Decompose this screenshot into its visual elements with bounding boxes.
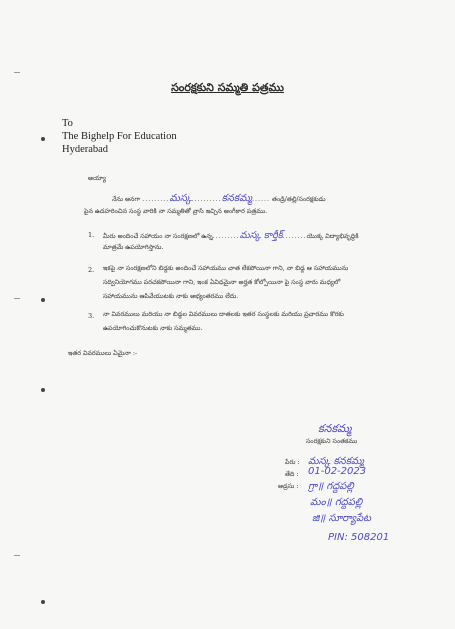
item-1-line-2: మాత్రమే ఉపయోగిస్తాను. (103, 244, 164, 251)
punch-hole (41, 600, 45, 604)
item-3-line-1: నా వివరములు మరియు నా బిడ్డల వివరములు దాతలకు ఇతర సంస్థలకు మరియు ప్రచారము కొరకు (103, 311, 344, 318)
address-line-2: మం॥ గద్దపల్లి (310, 497, 363, 508)
item-2-line-2: సద్వినియోగము పరచకపోయినా గాని, ఇంక ఏవిధమైనా అర్హత కోల్పోయినా పై సంస్థ వారు మధ్యలో (103, 279, 341, 286)
recipient-city: Hyderabad (62, 144, 109, 155)
salutation: అయ్యా (88, 175, 107, 182)
intro-suffix: తండ్రి/తల్లి/సంరక్షకుడు (272, 196, 326, 203)
other-details-label: ఇతర వివరములు ఏమైనా :- (68, 350, 138, 357)
recipient-org: The Bighelp For Education (62, 131, 177, 142)
intro-line-2: పైన ఉదహరించిన సంస్థ వారికి నా సమ్మతితో వ్రాసి ఇచ్చిన అంగీకార పత్రము. (84, 208, 268, 215)
signature-label: సంరక్షకుని సంతకము (306, 438, 358, 445)
item-2-line-3: సహాయమును ఆపివేయుటకు నాకు అభ్యంతరము లేదు. (103, 293, 239, 300)
margin-mark (14, 555, 20, 556)
address-line-1: గ్రా॥ గద్దపల్లి (308, 481, 354, 492)
margin-mark (14, 72, 20, 73)
item-number: 3. (88, 312, 95, 320)
punch-hole (41, 137, 45, 141)
name-value: మస్క కనకమ్మ (308, 456, 364, 467)
item-2-line-1: ఇకపై నా సంరక్షణలోని బిడ్డకు అందించే సహాయము చాత లేకపోయినా గాని, నా బిడ్డ ఆ సహాయమును (103, 265, 349, 272)
date-value: 01-02-2023 (308, 466, 367, 477)
address-line-3: జి॥ సూర్యాపేట (312, 513, 371, 524)
date-label: తేది : (285, 471, 299, 478)
item-number: 1. (88, 231, 95, 239)
handwritten-child-name: మస్క కార్తీక్ (239, 230, 283, 241)
name-label: పేరు : (285, 459, 300, 466)
item-number: 2. (88, 266, 95, 274)
pin-code: PIN: 508201 (328, 532, 390, 543)
punch-hole (41, 388, 45, 392)
to-label: To (62, 118, 73, 129)
handwritten-surname: కనకమ్మ (221, 193, 253, 204)
intro-line-1: నేను అనగా .........మస్క..........కనకమ్మ...... తండ్రి/తల్లి/సంరక్షకుడు (112, 193, 326, 204)
item-3-line-2: ఉపయోగించుకొనుటకు నాకు సమ్మతము. (103, 325, 203, 332)
margin-mark (14, 298, 20, 299)
guardian-signature: కనకమ్మ (318, 422, 352, 435)
punch-hole (41, 298, 45, 302)
intro-prefix: నేను అనగా (112, 196, 141, 203)
item-1-line-1: మీరు అందించే సహాయం నా సంరక్షణలో ఉన్న.........మస్క కార్తీక్........యొక్క విద్యాభివృద్ధికి (103, 230, 359, 241)
handwritten-name: మస్క (169, 193, 192, 204)
letter-title: సంరక్షకుని సమ్మతి పత్రము (171, 81, 284, 94)
address-label: అడ్రసు : (278, 483, 299, 490)
